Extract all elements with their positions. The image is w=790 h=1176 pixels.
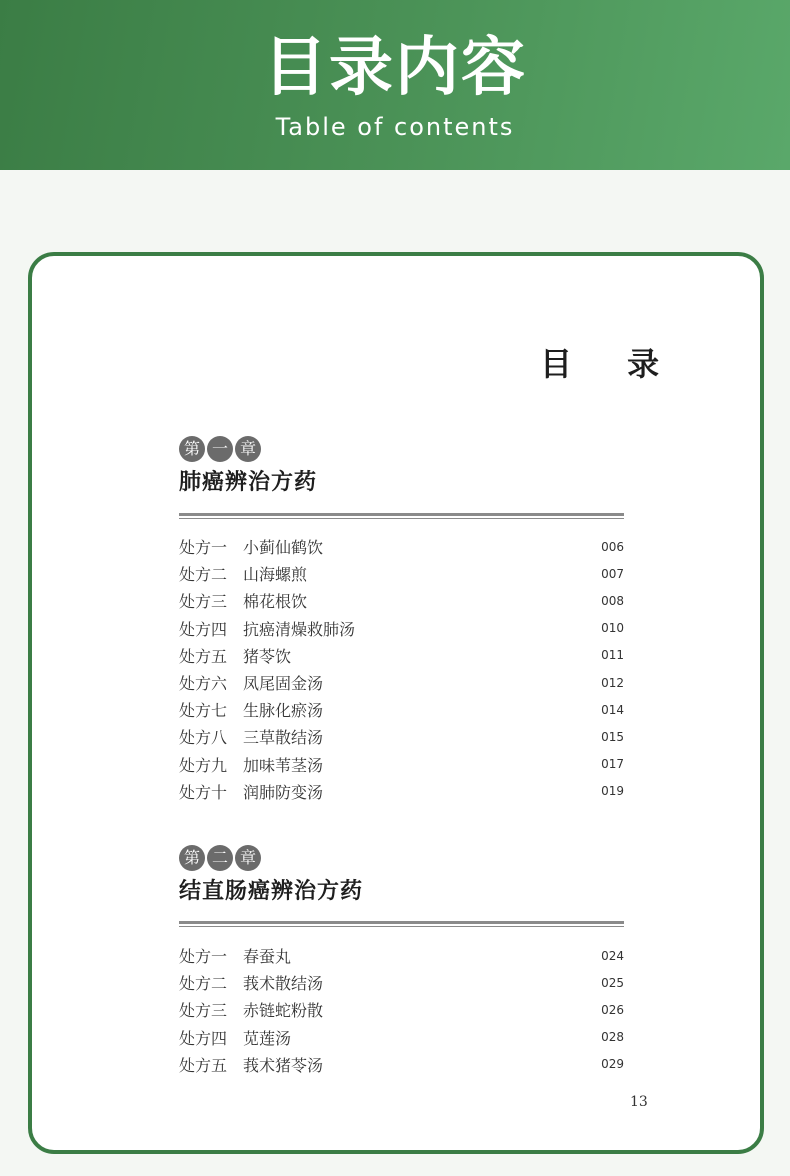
toc-entry (179, 942, 624, 969)
entry-name: 春蚕丸 (243, 947, 292, 967)
entry-name: 三草散结汤 (243, 728, 324, 748)
badge-char: 章 (235, 845, 261, 871)
entry-page: 026 (601, 1002, 624, 1017)
chapter-badge (179, 845, 261, 873)
entry-page: 006 (601, 539, 624, 554)
entry-page: 015 (601, 729, 624, 744)
badge-char: 第 (179, 845, 205, 871)
banner-title: 目录内容 (263, 31, 527, 105)
banner-subtitle: Table of contents (275, 113, 515, 141)
entry-page: 011 (601, 648, 624, 663)
entry-number: 处方一 (179, 947, 228, 967)
entry-page: 010 (601, 621, 624, 636)
entry-number: 处方二 (179, 565, 228, 585)
entry-number: 处方七 (179, 701, 228, 721)
entry-page: 028 (601, 1030, 624, 1045)
chapter-divider (179, 513, 624, 519)
entry-page: 024 (601, 948, 624, 963)
entry-number: 处方九 (179, 755, 228, 775)
chapter-divider (179, 921, 624, 927)
toc-entry (179, 1051, 624, 1078)
entry-list (179, 942, 624, 1078)
entry-page: 029 (601, 1057, 624, 1072)
entry-page: 012 (601, 675, 624, 690)
entry-number: 处方十 (179, 782, 228, 802)
entry-page: 025 (601, 975, 624, 990)
entry-number: 处方二 (179, 974, 228, 994)
toc-entry (179, 533, 624, 560)
entry-name: 抗癌清燥救肺汤 (243, 619, 356, 639)
entry-number: 处方四 (179, 1028, 228, 1048)
entry-number: 处方八 (179, 728, 228, 748)
toc-entry (179, 669, 624, 696)
page-number: 13 (630, 1094, 648, 1110)
toc-entry (179, 778, 624, 805)
header-banner (0, 0, 790, 170)
entry-name: 莪术散结汤 (243, 974, 324, 994)
chapter-title: 肺癌辨治方药 (179, 469, 318, 495)
entry-name: 山海螺煎 (243, 565, 308, 585)
entry-number: 处方一 (179, 538, 228, 558)
toc-entry (179, 615, 624, 642)
toc-entry (179, 723, 624, 750)
entry-number: 处方四 (179, 619, 228, 639)
entry-name: 润肺防变汤 (243, 782, 324, 802)
toc-entry (179, 587, 624, 614)
badge-char: 二 (207, 845, 233, 871)
toc-entry (179, 560, 624, 587)
entry-page: 017 (601, 757, 624, 772)
entry-number: 处方三 (179, 592, 228, 612)
toc-entry (179, 1024, 624, 1051)
entry-name: 加味苇茎汤 (243, 755, 324, 775)
entry-page: 008 (601, 593, 624, 608)
chapter-title: 结直肠癌辨治方药 (179, 878, 364, 904)
entry-name: 小蓟仙鹤饮 (243, 538, 324, 558)
entry-name: 凤尾固金汤 (243, 674, 324, 694)
entry-name: 棉花根饮 (243, 592, 308, 612)
entry-number: 处方五 (179, 646, 228, 666)
entry-name: 苋莲汤 (243, 1028, 292, 1048)
toc-entry (179, 996, 624, 1023)
entry-number: 处方六 (179, 674, 228, 694)
entry-name: 赤链蛇粉散 (243, 1001, 324, 1021)
entry-name: 猪苓饮 (243, 646, 292, 666)
entry-name: 生脉化瘀汤 (243, 701, 324, 721)
entry-number: 处方三 (179, 1001, 228, 1021)
chapter-badge (179, 436, 261, 464)
entry-list (179, 533, 624, 805)
entry-number: 处方五 (179, 1055, 228, 1075)
badge-char: 一 (207, 436, 233, 462)
entry-name: 莪术猪苓汤 (243, 1055, 324, 1075)
badge-char: 第 (179, 436, 205, 462)
toc-entry (179, 642, 624, 669)
toc-heading: 目 录 (540, 345, 682, 383)
badge-char: 章 (235, 436, 261, 462)
entry-page: 007 (601, 566, 624, 581)
toc-entry (179, 969, 624, 996)
toc-entry (179, 696, 624, 723)
toc-entry (179, 751, 624, 778)
entry-page: 014 (601, 702, 624, 717)
entry-page: 019 (601, 784, 624, 799)
